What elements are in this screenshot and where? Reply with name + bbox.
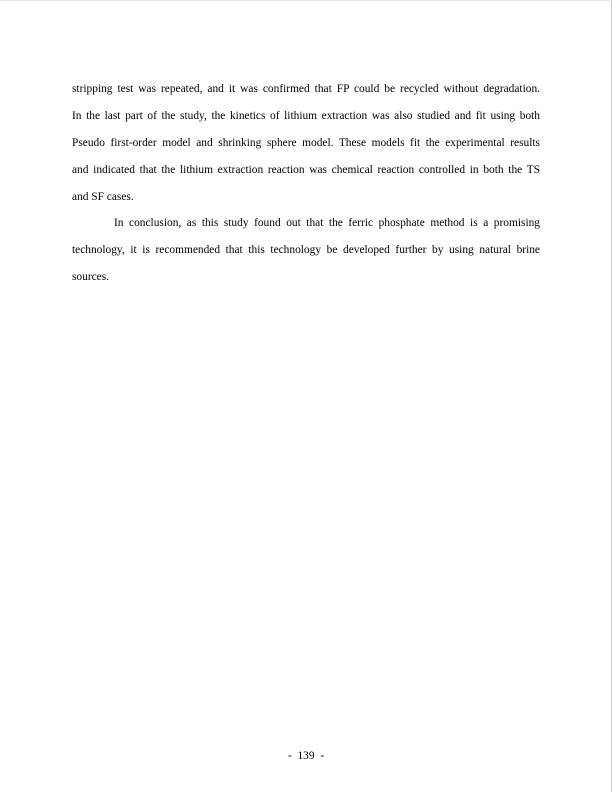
text-line: sources. — [72, 271, 110, 284]
paragraph-1 — [72, 76, 540, 210]
text-line: stripping test was repeated, and it was confirmed that FP could be recycled without degradation. — [72, 83, 540, 95]
text-line: and indicated that the lithium extraction reaction was chemical reaction controlled in both the TS — [72, 163, 540, 176]
body-text — [72, 76, 540, 291]
text-line: Pseudo first-order model and shrinking sphere model. These models fit the experimental results — [72, 136, 540, 149]
paragraph-2 — [72, 210, 540, 291]
text-line: and SF cases. — [72, 190, 134, 203]
page-number: - 139 - — [287, 750, 325, 762]
text-line: In conclusion, as this study found out that the ferric phosphate method is a promising — [114, 217, 540, 230]
text-line: technology, it is recommended that this technology be developed further by using natural brine — [72, 244, 540, 257]
text-line: In the last part of the study, the kinetics of lithium extraction was also studied and fit using both — [72, 109, 540, 122]
